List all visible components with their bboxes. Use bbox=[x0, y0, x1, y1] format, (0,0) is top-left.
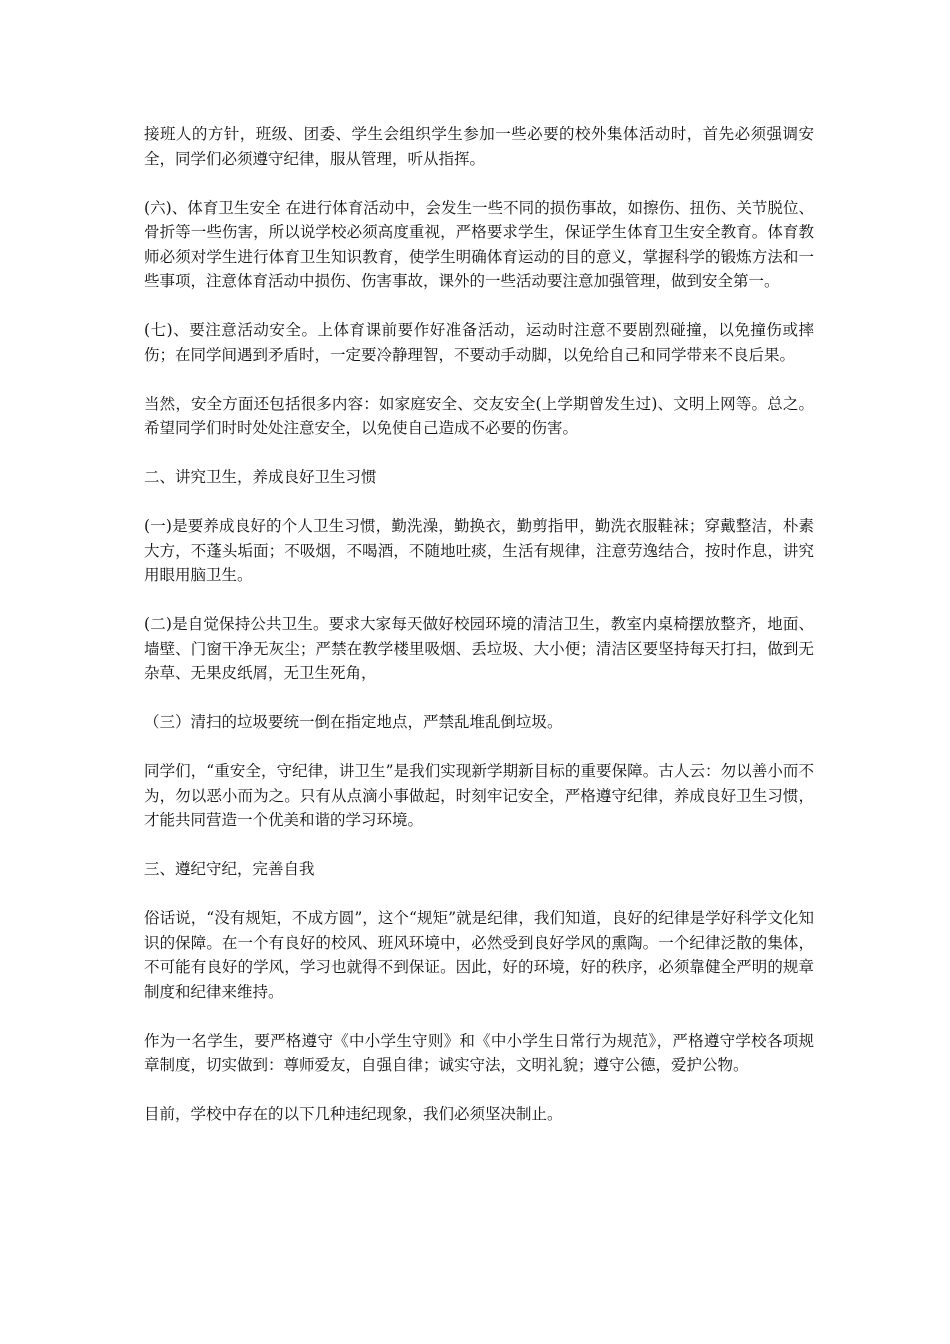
paragraph-activity-safety: (七)、要注意活动安全。上体育课前要作好准备活动，运动时注意不要剧烈碰撞，以免撞伤或摔伤；在同学间遇到矛盾时，一定要冷静理智，不要动手动脚，以免给自己和同学带来不良后果。 bbox=[144, 321, 814, 364]
paragraph-violations-intro: 目前，学校中存在的以下几种违纪现象，我们必须坚决制止。 bbox=[144, 1105, 563, 1123]
paragraph-rules-proverb: 俗话说，“没有规矩，不成方圆”，这个“规矩”就是纪律，我们知道，良好的纪律是学好科学文化知识的保障。在一个有良好的校风、班风环境中，必然受到良好学风的熏陶。一个纪律泛散的集体，不可能有良好的学风，学习也就得不到保证。因此，好的环境，好的秩序，必须靠健全严明的规章制度和纪律来维持。 bbox=[144, 909, 814, 1001]
paragraph-personal-hygiene: (一)是要养成良好的个人卫生习惯，勤洗澡，勤换衣，勤剪指甲，勤洗衣服鞋袜；穿戴整洁，朴素大方，不蓬头垢面；不吸烟，不喝酒，不随地吐痰，生活有规律，注意劳逸结合，按时作息，讲究用眼用脑卫生。 bbox=[144, 517, 814, 584]
section-heading-discipline: 三、遵纪守纪，完善自我 bbox=[144, 860, 315, 878]
paragraph-appeal-to-students: 同学们，“重安全，守纪律，讲卫生”是我们实现新学期新目标的重要保障。古人云：勿以善小而不为，勿以恶小而为之。只有从点滴小事做起，时刻牢记安全，严格遵守纪律，养成良好卫生习惯，才能共同营造一个优美和谐的学习环境。 bbox=[144, 762, 814, 829]
paragraph-continuation: 接班人的方针，班级、团委、学生会组织学生参加一些必要的校外集体活动时，首先必须强调安全，同学们必须遵守纪律，服从管理，听从指挥。 bbox=[144, 125, 814, 168]
paragraph-sports-hygiene-safety: (六)、体育卫生安全 在进行体育活动中，会发生一些不同的损伤事故，如擦伤、扭伤、关节脱位、骨折等一些伤害，所以说学校必须高度重视，严格要求学生，保证学生体育卫生安全教育。体育教师必须对学生进行体育卫生知识教育，使学生明确体育运动的目的意义，掌握科学的锻炼方法和一些事项，注意体育活动中损伤、伤害事故，课外的一些活动要注意加强管理，做到安全第一。 bbox=[144, 198, 814, 290]
section-heading-hygiene: 二、讲究卫生，养成良好卫生习惯 bbox=[144, 468, 377, 486]
paragraph-student-code: 作为一名学生，要严格遵守《中小学生守则》和《中小学生日常行为规范》，严格遵守学校各项规章制度，切实做到：尊师爱友，自强自律；诚实守法，文明礼貌；遵守公德，爱护公物。 bbox=[144, 1031, 814, 1074]
document-body bbox=[144, 122, 814, 1151]
paragraph-public-hygiene: (二)是自觉保持公共卫生。要求大家每天做好校园环境的清洁卫生，教室内桌椅摆放整齐，地面、墙壁、门窗干净无灰尘；严禁在教学楼里吸烟、丢垃圾、大小便；清洁区要坚持每天打扫，做到无杂草、无果皮纸屑，无卫生死角， bbox=[144, 615, 814, 682]
paragraph-safety-summary: 当然，安全方面还包括很多内容：如家庭安全、交友安全(上学期曾发生过)、文明上网等。总之。希望同学们时时处处注意安全，以免使自己造成不必要的伤害。 bbox=[144, 394, 814, 437]
paragraph-garbage-disposal: （三）清扫的垃圾要统一倒在指定地点，严禁乱堆乱倒垃圾。 bbox=[144, 713, 563, 731]
